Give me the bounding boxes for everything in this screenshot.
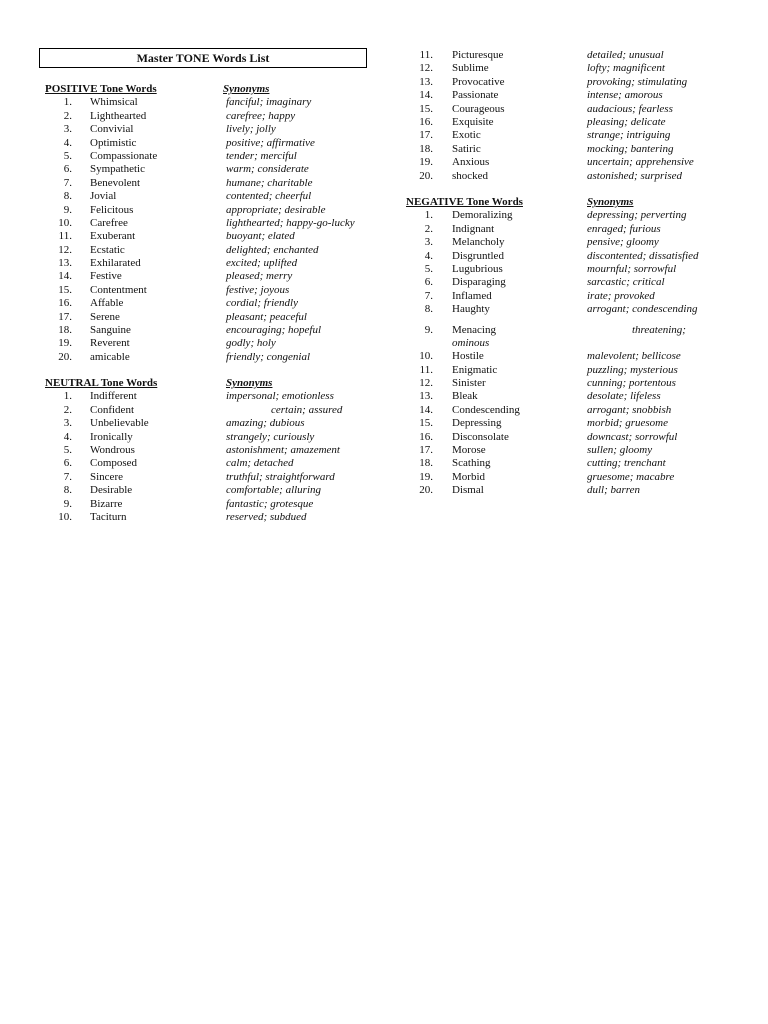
synonym-text: audacious; fearless	[587, 102, 673, 115]
list-item	[406, 364, 746, 377]
list-item	[45, 484, 385, 497]
tone-word: amicable	[90, 350, 130, 363]
synonym-text: amazing; dubious	[226, 417, 305, 430]
item-number: 8.	[424, 303, 433, 316]
negative-header	[406, 196, 746, 209]
tone-word: Composed	[90, 457, 138, 470]
tone-word: Inflamed	[452, 289, 492, 302]
item-number: 9.	[63, 203, 72, 216]
negative-list-b	[406, 350, 746, 497]
item-number: 10.	[419, 350, 433, 363]
synonym-text: pensive; gloomy	[587, 236, 659, 249]
tone-word: Haughty	[452, 303, 490, 316]
synonym-text: dull; barren	[587, 484, 641, 497]
list-item	[406, 76, 746, 89]
synonym-text: contented; cheerful	[226, 190, 312, 203]
item-number: 1.	[424, 209, 433, 222]
tone-word: Bizarre	[90, 497, 123, 510]
tone-word: Lighthearted	[90, 109, 147, 122]
tone-word: Disconsolate	[452, 430, 509, 443]
tone-word: Exquisite	[452, 115, 494, 128]
synonym-text: appropriate; desirable	[226, 203, 326, 216]
positive-header	[45, 83, 385, 96]
tone-word: Sympathetic	[90, 163, 145, 176]
synonym-text: strange; intriguing	[587, 129, 671, 142]
list-item	[406, 129, 746, 142]
tone-word: Anxious	[452, 156, 490, 169]
synonym-text: lofty; magnificent	[587, 62, 665, 75]
tone-word: Depressing	[452, 417, 502, 430]
list-item	[45, 417, 385, 430]
synonym-text: pleased; merry	[226, 270, 293, 283]
list-item	[45, 337, 385, 350]
synonym-text: arrogant; snobbish	[587, 403, 672, 416]
neutral-list	[45, 390, 385, 524]
tone-word: Convivial	[90, 123, 134, 136]
tone-word: Morbid	[452, 470, 485, 483]
item-number: 14.	[419, 89, 433, 102]
tone-word: Satiric	[452, 142, 481, 155]
positive-list	[45, 96, 385, 364]
tone-word: Reverent	[90, 337, 130, 350]
list-item	[45, 444, 385, 457]
item-number: 13.	[419, 75, 433, 88]
item-number: 4.	[63, 430, 72, 443]
list-item	[45, 110, 385, 123]
item-number: 14.	[419, 403, 433, 416]
list-item	[406, 404, 746, 417]
item-number: 19.	[419, 470, 433, 483]
list-item	[45, 471, 385, 484]
tone-word: Melancholy	[452, 236, 505, 249]
synonym-text: pleasant; peaceful	[226, 310, 307, 323]
list-item-menacing	[406, 324, 746, 351]
synonym-text: downcast; sorrowful	[587, 430, 678, 443]
list-item	[406, 170, 746, 183]
item-number: 20.	[419, 169, 433, 182]
item-number: 8.	[63, 190, 72, 203]
list-item	[45, 123, 385, 136]
list-item	[45, 431, 385, 444]
list-item	[45, 457, 385, 470]
list-item	[406, 276, 746, 289]
synonym-text: comfortable; alluring	[226, 484, 322, 497]
tone-word: Taciturn	[90, 510, 127, 523]
synonym-text: encouraging; hopeful	[226, 324, 322, 337]
tone-word: Bleak	[452, 390, 478, 403]
list-item	[45, 498, 385, 511]
list-item	[406, 236, 746, 249]
item-number: 7.	[63, 176, 72, 189]
tone-word: Exhilarated	[90, 257, 141, 270]
item-number: 11.	[419, 363, 433, 376]
list-item	[406, 89, 746, 102]
item-number: 18.	[419, 142, 433, 155]
tone-word: Exuberant	[90, 230, 136, 243]
list-item	[45, 190, 385, 203]
item-number: 17.	[58, 310, 72, 323]
list-item	[45, 244, 385, 257]
negative-list-a	[406, 209, 746, 316]
tone-word: Ironically	[90, 430, 133, 443]
tone-word: Serene	[90, 310, 120, 323]
item-number: 6.	[63, 163, 72, 176]
synonym-text: cutting; trenchant	[587, 457, 666, 470]
tone-word: Benevolent	[90, 176, 141, 189]
list-item	[45, 163, 385, 176]
item-number: 1.	[63, 96, 72, 109]
synonym-text: enraged; furious	[587, 222, 661, 235]
item-number: 11.	[419, 49, 433, 61]
item-number: 15.	[58, 283, 72, 296]
tone-word: Hostile	[452, 350, 484, 363]
tone-word: Festive	[90, 270, 122, 283]
item-number: 16.	[58, 297, 72, 310]
tone-word: Sublime	[452, 62, 489, 75]
neutral-heading: NEUTRAL Tone Words	[45, 377, 158, 389]
item-number: 17.	[419, 444, 433, 457]
tone-word: Provocative	[452, 75, 505, 88]
synonym-text: gruesome; macabre	[587, 470, 675, 483]
synonym-text: lively; jolly	[226, 123, 276, 136]
synonym-text: depressing; perverting	[587, 209, 687, 222]
item-number: 15.	[419, 417, 433, 430]
synonym-text: detailed; unusual	[587, 49, 664, 61]
list-item	[45, 217, 385, 230]
list-item	[45, 230, 385, 243]
list-item	[406, 156, 746, 169]
synonym-text: cordial; friendly	[226, 297, 298, 310]
synonym-text: fantastic; grotesque	[226, 497, 314, 510]
synonym-text: tender; merciful	[226, 149, 297, 162]
tone-word: Whimsical	[90, 96, 138, 109]
list-item	[45, 390, 385, 403]
negative-heading: NEGATIVE Tone Words	[406, 196, 523, 208]
negative-synonyms-heading: Synonyms	[587, 196, 634, 208]
synonym-text: pleasing; delicate	[587, 115, 666, 128]
synonym-text: delighted; enchanted	[226, 243, 319, 256]
tone-word: Sanguine	[90, 324, 131, 337]
tone-word: Carefree	[90, 216, 128, 229]
list-item	[406, 62, 746, 75]
list-item	[406, 457, 746, 470]
synonym-text: sarcastic; critical	[587, 276, 665, 289]
list-item	[45, 137, 385, 150]
neutral-synonyms-heading: Synonyms	[226, 377, 273, 389]
list-item	[45, 404, 385, 417]
tone-word: Unbelievable	[90, 417, 149, 430]
tone-word: Lugubrious	[452, 262, 503, 275]
list-item	[406, 417, 746, 430]
list-item	[45, 270, 385, 283]
tone-word: Optimistic	[90, 136, 137, 149]
synonym-text: irate; provoked	[587, 289, 655, 302]
item-number: 12.	[58, 243, 72, 256]
item-number: 16.	[419, 115, 433, 128]
list-item	[406, 377, 746, 390]
list-item	[45, 324, 385, 337]
synonym-text: buoyant; elated	[226, 230, 295, 243]
synonym-text: excited; uplifted	[226, 257, 298, 270]
item-number: 13.	[419, 390, 433, 403]
item-number: 5.	[63, 149, 72, 162]
synonym-text: lighthearted; happy-go-lucky	[226, 216, 355, 229]
neutral-header	[45, 377, 385, 390]
tone-word: Affable	[90, 297, 124, 310]
synonym-text: warm; considerate	[226, 163, 309, 176]
tone-word: Felicitous	[90, 203, 134, 216]
synonym-text: malevolent; bellicose	[587, 350, 681, 363]
tone-word: Scathing	[452, 457, 491, 470]
neutral-section	[45, 377, 385, 524]
list-item	[406, 116, 746, 129]
synonym-text: positive; affirmative	[226, 136, 315, 149]
tone-word: Enigmatic	[452, 363, 498, 376]
tone-word: shocked	[452, 169, 489, 182]
tone-word: Menacing	[452, 323, 496, 336]
negative-section	[406, 196, 746, 498]
synonym-text: reserved; subdued	[226, 510, 307, 523]
item-number: 18.	[419, 457, 433, 470]
list-item	[406, 209, 746, 222]
tone-word: Jovial	[90, 190, 117, 203]
synonym-text: mournful; sorrowful	[587, 262, 677, 275]
tone-word: Condescending	[452, 403, 520, 416]
positive-synonyms-heading: Synonyms	[223, 83, 270, 95]
tone-word: Picturesque	[452, 49, 504, 61]
list-item	[406, 444, 746, 457]
item-number: 20.	[58, 350, 72, 363]
item-number: 1.	[63, 390, 72, 403]
tone-word: Disgruntled	[452, 249, 504, 262]
page-title: Master TONE Words List	[39, 48, 367, 68]
synonym-text: fanciful; imaginary	[226, 96, 312, 109]
tone-word: Passionate	[452, 89, 499, 102]
item-number: 6.	[63, 457, 72, 470]
synonym-text: astonished; surprised	[587, 169, 683, 182]
synonym-text: intense; amorous	[587, 89, 663, 102]
synonym-text: godly; holy	[226, 337, 276, 350]
item-number: 7.	[63, 470, 72, 483]
item-number: 2.	[63, 403, 72, 416]
tone-word: Desirable	[90, 484, 133, 497]
tone-word: Morose	[452, 444, 486, 457]
item-number: 20.	[419, 484, 433, 497]
tone-word: Sinister	[452, 377, 486, 390]
list-item	[406, 390, 746, 403]
synonym-text: provoking; stimulating	[587, 75, 688, 88]
list-item	[45, 351, 385, 364]
positive-heading: POSITIVE Tone Words	[45, 83, 157, 95]
tone-word: Disparaging	[452, 276, 506, 289]
list-item	[45, 284, 385, 297]
synonym-text-continued: ominous	[452, 336, 490, 349]
item-number: 3.	[63, 123, 72, 136]
list-item	[45, 511, 385, 524]
synonym-text: carefree; happy	[226, 109, 296, 122]
item-number: 9.	[424, 323, 433, 336]
neutral-continued-list	[406, 49, 746, 183]
tone-word: Confident	[90, 403, 134, 416]
item-number: 5.	[63, 443, 72, 456]
list-item	[406, 471, 746, 484]
synonym-text: astonishment; amazement	[226, 443, 340, 456]
item-number: 4.	[424, 249, 433, 262]
item-number: 10.	[58, 510, 72, 523]
tone-word: Contentment	[90, 283, 147, 296]
tone-word: Sincere	[90, 470, 123, 483]
list-item	[45, 96, 385, 109]
list-item	[406, 143, 746, 156]
item-number: 2.	[63, 109, 72, 122]
list-item	[45, 257, 385, 270]
synonym-text: morbid; gruesome	[587, 417, 668, 430]
synonym-text: humane; charitable	[226, 176, 313, 189]
list-item	[45, 150, 385, 163]
item-number: 4.	[63, 136, 72, 149]
item-number: 10.	[58, 216, 72, 229]
item-number: 3.	[63, 417, 72, 430]
item-number: 16.	[419, 430, 433, 443]
synonym-text: puzzling; mysterious	[587, 363, 678, 376]
list-item	[406, 49, 746, 62]
item-number: 7.	[424, 289, 433, 302]
item-number: 15.	[419, 102, 433, 115]
list-item	[406, 223, 746, 236]
list-item	[406, 103, 746, 116]
list-item	[406, 431, 746, 444]
synonym-text: threatening;	[632, 323, 686, 336]
list-item	[406, 290, 746, 303]
tone-word: Compassionate	[90, 149, 158, 162]
item-number: 11.	[58, 230, 72, 243]
tone-word: Dismal	[452, 484, 484, 497]
synonym-text: discontented; dissatisfied	[587, 249, 699, 262]
tone-word: Exotic	[452, 129, 481, 142]
tone-word: Indifferent	[90, 390, 137, 403]
item-number: 9.	[63, 497, 72, 510]
item-number: 5.	[424, 262, 433, 275]
list-item	[406, 350, 746, 363]
synonym-text: mocking; bantering	[587, 142, 674, 155]
tone-word: Demoralizing	[452, 209, 513, 222]
item-number: 12.	[419, 377, 433, 390]
item-number: 14.	[58, 270, 72, 283]
synonym-text: cunning; portentous	[587, 377, 676, 390]
synonym-text: uncertain; apprehensive	[587, 156, 694, 169]
list-item	[45, 297, 385, 310]
neutral-continued-section	[406, 49, 746, 183]
list-item	[406, 263, 746, 276]
item-number: 13.	[58, 257, 72, 270]
list-item	[45, 177, 385, 190]
synonym-text: arrogant; condescending	[587, 303, 698, 316]
item-number: 8.	[63, 484, 72, 497]
item-number: 18.	[58, 324, 72, 337]
list-item	[406, 484, 746, 497]
synonym-text: strangely; curiously	[226, 430, 315, 443]
list-item	[406, 250, 746, 263]
item-number: 2.	[424, 222, 433, 235]
item-number: 3.	[424, 236, 433, 249]
synonym-text: friendly; congenial	[226, 350, 311, 363]
tone-word: Courageous	[452, 102, 505, 115]
positive-section	[45, 83, 385, 364]
item-number: 12.	[419, 62, 433, 75]
list-item	[406, 303, 746, 316]
synonym-text: sullen; gloomy	[587, 444, 653, 457]
tone-word: Ecstatic	[90, 243, 125, 256]
list-item	[45, 311, 385, 324]
item-number: 19.	[58, 337, 72, 350]
list-item	[45, 204, 385, 217]
item-number: 6.	[424, 276, 433, 289]
item-number: 17.	[419, 129, 433, 142]
synonym-text: truthful; straightforward	[226, 470, 335, 483]
synonym-text: calm; detached	[226, 457, 294, 470]
tone-word: Wondrous	[90, 443, 135, 456]
synonym-text: impersonal; emotionless	[226, 390, 334, 403]
synonym-text: desolate; lifeless	[587, 390, 661, 403]
tone-word: Indignant	[452, 222, 495, 235]
synonym-text: festive; joyous	[226, 283, 290, 296]
item-number: 19.	[419, 156, 433, 169]
synonym-text: certain; assured	[271, 403, 343, 416]
